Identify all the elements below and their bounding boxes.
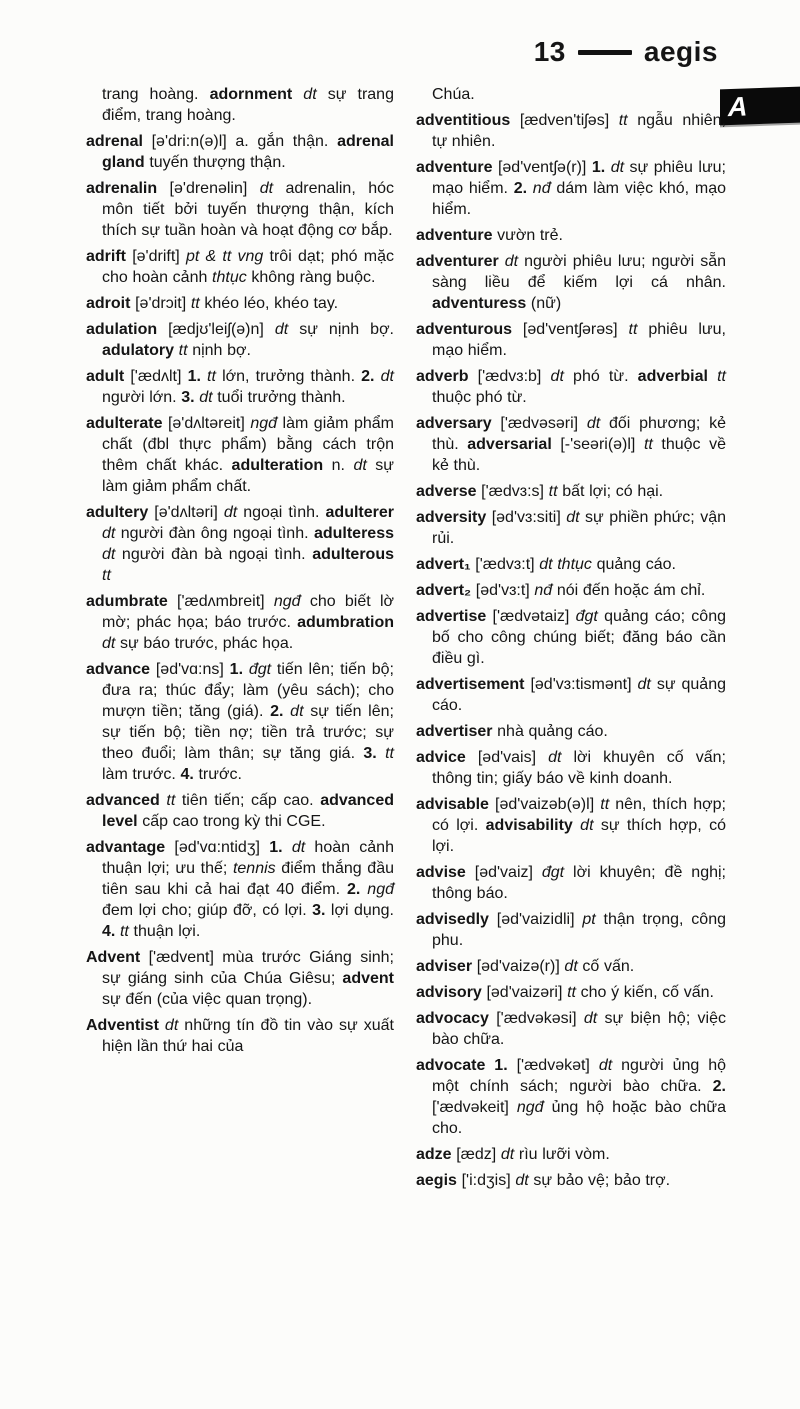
bold-text: advice: [416, 749, 466, 766]
bold-text: aegis: [416, 1172, 457, 1189]
bold-text: advisedly: [416, 911, 489, 928]
dictionary-entry: adult ['ædʌlt] 1. tt lớn, trưởng thành. 2. dt người lớn. 3. dt tuổi trưởng thành.: [86, 368, 394, 406]
italic-text: dt: [194, 389, 213, 406]
dictionary-entry: advocate 1. ['ædvəkət] dt người ủng hộ một chính sách; người bào chữa. 2. ['ædvəkeit] ngđ ủng hộ hoặc bào chữa cho.: [416, 1057, 726, 1137]
bold-text: 2.: [270, 703, 284, 720]
bold-text: adulterer: [325, 504, 394, 521]
italic-text: ngđ: [273, 593, 301, 610]
italic-text: tt: [159, 792, 176, 809]
italic-text: dt: [564, 958, 578, 975]
italic-text: ngđ: [360, 881, 394, 898]
bold-text: adversity: [416, 509, 487, 526]
dictionary-entry: adventurous [əd'ventʃərəs] tt phiêu lưu, mạo hiểm.: [416, 321, 726, 359]
italic-text: dt: [353, 457, 367, 474]
italic-text: pt & tt vng: [185, 248, 264, 265]
bold-text: advocate 1.: [416, 1057, 508, 1074]
dictionary-entry: advice [əd'vais] dt lời khuyên cố vấn; thông tin; giấy báo về kinh doanh.: [416, 749, 726, 787]
italic-text: tt: [376, 745, 394, 762]
italic-text: ngđ: [250, 415, 278, 432]
italic-text: dt: [637, 676, 651, 693]
bold-text: advertisement: [416, 676, 525, 693]
dictionary-columns: [86, 84, 726, 1196]
italic-text: nđ: [534, 582, 553, 599]
italic-text: dt: [158, 1017, 179, 1034]
dictionary-entry: adulation [ædjʊ'leiʃ(ə)n] dt sự nịnh bợ. adulatory tt nịnh bợ.: [86, 321, 395, 359]
italic-text: tt: [174, 342, 188, 359]
bold-text: advanced: [86, 792, 160, 809]
bold-text: adventitious: [416, 112, 511, 129]
bold-text: 1.: [269, 839, 283, 856]
italic-text: tt: [618, 112, 628, 129]
dictionary-entry: advisable [əd'vaizəb(ə)l] tt nên, thích hợp; có lợi. advisability dt sự thích hợp, có lợi.: [416, 796, 726, 855]
italic-text: dt: [292, 86, 317, 103]
bold-text: Adventist: [86, 1017, 159, 1034]
italic-text: dt: [102, 546, 116, 563]
dictionary-entry: adverse ['ædvɜ:s] tt bất lợi; có hại.: [416, 483, 664, 500]
italic-text: dt: [102, 635, 116, 652]
italic-text: đgt: [243, 661, 272, 678]
italic-text: dt: [586, 415, 601, 432]
italic-text: tt: [600, 796, 610, 813]
bold-text: Advent: [86, 949, 141, 966]
dictionary-entry: advantage [əd'vɑ:ntidʒ] 1. dt hoàn cảnh thuận lợi; ưu thế; tennis điểm thắng đầu tiên sau khi cả hai đạt 40 điểm. 2. ngđ đem lợi cho; giúp đỡ, có lợi. 3. lợi dụng. 4. tt thuận lợi.: [86, 839, 394, 940]
italic-text: ngđ: [516, 1099, 544, 1116]
dictionary-entry: advert₁ ['ædvɜ:t] dt thtục quảng cáo.: [416, 556, 676, 573]
italic-text: dt: [283, 703, 304, 720]
bold-text: adulteration: [231, 457, 324, 474]
dictionary-entry: advert₂ [əd'vɜ:t] nđ nói đến hoặc ám chỉ.: [416, 582, 706, 599]
dictionary-entry: Advent ['ædvent] mùa trước Giáng sinh; sự giáng sinh của Chúa Giêsu; advent sự đến (của việc quan trọng).: [86, 949, 394, 1008]
dictionary-entry: adze [ædz] dt rìu lưỡi vòm.: [416, 1146, 610, 1163]
italic-text: dt: [498, 253, 519, 270]
italic-text: nđ: [527, 180, 551, 197]
bold-text: adverb: [416, 368, 469, 385]
bold-text: adultery: [86, 504, 149, 521]
page-number: 13: [533, 36, 566, 67]
right-column: [416, 84, 726, 1196]
bold-text: advantage: [86, 839, 166, 856]
italic-text: dt thtục: [539, 556, 592, 573]
bold-text: adventurer: [416, 253, 499, 270]
italic-text: đgt: [575, 608, 598, 625]
dictionary-entry: advise [əd'vaiz] đgt lời khuyên; đề nghị; thông báo.: [416, 864, 726, 902]
bold-text: adventuress: [432, 295, 527, 312]
italic-text: tt: [190, 295, 200, 312]
bold-text: advisory: [416, 984, 482, 1001]
italic-text: dt: [548, 749, 562, 766]
dictionary-entry: advocacy ['ædvəkəsi] dt sự biện hộ; việc bào chữa.: [416, 1010, 726, 1048]
bold-text: adviser: [416, 958, 473, 975]
dictionary-entry: adversity [əd'vɜ:siti] dt sự phiền phức; vận rủi.: [416, 509, 726, 547]
italic-text: tt: [102, 567, 111, 584]
page-header: [534, 36, 718, 68]
bold-text: 3.: [181, 389, 195, 406]
italic-text: tt: [115, 923, 129, 940]
italic-text: dt: [282, 839, 306, 856]
bold-text: 2.: [513, 180, 528, 197]
dictionary-entry: adrenal [ə'dri:n(ə)l] a. gắn thận. adrenal gland tuyến thượng thận.: [86, 133, 394, 171]
italic-text: dt: [102, 525, 116, 542]
bold-text: 4.: [180, 766, 194, 783]
bold-text: advent: [342, 970, 394, 987]
italic-text: thtục: [212, 269, 247, 286]
italic-text: dt: [566, 509, 580, 526]
bold-text: adventure: [416, 227, 493, 244]
italic-text: dt: [572, 817, 594, 834]
bold-text: adornment: [209, 86, 293, 103]
bold-text: adult: [86, 368, 125, 385]
bold-text: advertise: [416, 608, 487, 625]
left-column: [86, 84, 394, 1196]
bold-text: adumbration: [297, 614, 394, 631]
bold-text: adversarial: [467, 436, 552, 453]
dictionary-entry: adrift [ə'drift] pt & tt vng trôi dạt; phó mặc cho hoàn cảnh thtục không ràng buộc.: [86, 248, 395, 286]
dictionary-entry: adulterate [ə'dʌltəreit] ngđ làm giảm phẩm chất (đbl thực phẩm) bằng cách trộn thêm chất khác. adulteration n. dt sự làm giảm phẩm chất.: [86, 415, 395, 495]
thumb-tab-letter: A: [728, 91, 748, 123]
italic-text: tt: [707, 368, 726, 385]
bold-text: adulation: [86, 321, 158, 338]
bold-text: advert₁: [416, 556, 471, 573]
italic-text: tt: [643, 436, 653, 453]
italic-text: dt: [598, 1057, 613, 1074]
entry-continuation: trang hoàng. adornment dt sự trang điểm, trang hoàng.: [102, 86, 394, 124]
italic-text: dt: [550, 368, 564, 385]
dictionary-entry: advisedly [əd'vaizidli] pt thận trọng, công phu.: [416, 911, 726, 949]
dictionary-entry: advertisement [əd'vɜ:tismənt] dt sự quảng cáo.: [416, 676, 727, 714]
italic-text: dt: [259, 180, 274, 197]
bold-text: advanced level: [102, 792, 394, 830]
bold-text: adrenalin: [86, 180, 158, 197]
header-headword: aegis: [643, 36, 718, 67]
bold-text: 2.: [361, 368, 375, 385]
italic-text: dt: [274, 321, 289, 338]
dictionary-entry: advertiser nhà quảng cáo.: [416, 723, 608, 740]
italic-text: dt: [583, 1010, 598, 1027]
bold-text: 1.: [187, 368, 201, 385]
dictionary-entry: adultery [ə'dʌltəri] dt ngoại tình. adulterer dt người đàn ông ngoại tình. adulteress dt người đàn bà ngoại tình. adulterous tt: [86, 504, 394, 584]
bold-text: adversary: [416, 415, 492, 432]
italic-text: dt: [605, 159, 625, 176]
bold-text: 1.: [591, 159, 606, 176]
italic-text: tt: [567, 984, 576, 1001]
bold-text: advocacy: [416, 1010, 489, 1027]
bold-text: adulterate: [86, 415, 163, 432]
bold-text: advert₂: [416, 582, 472, 599]
italic-text: tt: [628, 321, 638, 338]
bold-text: adverse: [416, 483, 477, 500]
dictionary-entry: adventure [əd'ventʃə(r)] 1. dt sự phiêu lưu; mạo hiểm. 2. nđ dám làm việc khó, mạo hiểm.: [416, 159, 726, 218]
italic-text: đgt: [541, 864, 565, 881]
entry-continuation: Chúa.: [432, 86, 475, 103]
dictionary-entry: aegis ['i:dʒis] dt sự bảo vệ; bảo trợ.: [416, 1172, 671, 1189]
dictionary-entry: adventitious [ædven'tiʃəs] tt ngẫu nhiên, tự nhiên.: [416, 112, 726, 150]
dictionary-entry: adumbrate ['ædʌmbreit] ngđ cho biết lờ mờ; phác họa; báo trước. adumbration dt sự báo trước, phác họa.: [86, 593, 394, 652]
bold-text: adrenal gland: [102, 133, 394, 171]
bold-text: 2.: [712, 1078, 726, 1095]
bold-text: 3.: [312, 902, 326, 919]
bold-text: adroit: [86, 295, 131, 312]
bold-text: adumbrate: [86, 593, 168, 610]
italic-text: dt: [515, 1172, 529, 1189]
dictionary-entry: adversary ['ædvəsəri] dt đối phương; kẻ thù. adversarial [-'seəri(ə)l] tt thuộc về kẻ thù.: [416, 415, 726, 474]
bold-text: adrift: [86, 248, 126, 265]
bold-text: 4.: [102, 923, 116, 940]
italic-text: dt: [223, 504, 238, 521]
bold-text: adrenal: [86, 133, 143, 150]
bold-text: advisability: [485, 817, 573, 834]
bold-text: 2.: [347, 881, 361, 898]
dictionary-entry: Adventist dt những tín đồ tin vào sự xuất hiện lần thứ hai của: [86, 1017, 394, 1055]
dictionary-entry: advisory [əd'vaizəri] tt cho ý kiến, cố vấn.: [416, 984, 714, 1001]
header-rule: [578, 50, 632, 55]
bold-text: advertiser: [416, 723, 493, 740]
thumb-tab-a: [720, 87, 800, 126]
bold-text: advise: [416, 864, 466, 881]
dictionary-entry: advance [əd'vɑ:ns] 1. đgt tiến lên; tiến bộ; đưa ra; thúc đẩy; làm (yêu sách); cho mượn tiền; tăng (giá). 2. dt sự tiến lên; sự tiến bộ; tiền nợ; tiền trả trước; sự theo đuổi; làm thân; sự tăng giá. 3. tt làm trước. 4. trước.: [86, 661, 394, 783]
bold-text: adventurous: [416, 321, 513, 338]
dictionary-entry: adrenalin [ə'drenəlin] dt adrenalin, hóc môn tiết bởi tuyến thượng thận, kích thích sự tuần hoàn và hoạt động cơ bắp.: [86, 180, 394, 239]
bold-text: advisable: [416, 796, 489, 813]
dictionary-entry: advertise ['ædvətaiz] đgt quảng cáo; công bố cho công chúng biết; đăng báo cần điều gì.: [416, 608, 726, 667]
italic-text: pt: [582, 911, 596, 928]
bold-text: 1.: [229, 661, 244, 678]
bold-text: adulteress: [313, 525, 394, 542]
dictionary-entry: adviser [əd'vaizə(r)] dt cố vấn.: [416, 958, 635, 975]
italic-text: dt: [374, 368, 394, 385]
dictionary-entry: adverb ['ædvɜ:b] dt phó từ. adverbial tt thuộc phó từ.: [416, 368, 726, 406]
bold-text: adventure: [416, 159, 493, 176]
dictionary-entry: adventurer dt người phiêu lưu; người sẵn sàng liều để kiếm lợi cá nhân. adventuress (nữ): [416, 253, 726, 312]
dictionary-entry: advanced tt tiên tiến; cấp cao. advanced level cấp cao trong kỳ thi CGE.: [86, 792, 394, 830]
italic-text: dt: [500, 1146, 515, 1163]
dictionary-entry: adroit [ə'drɔit] tt khéo léo, khéo tay.: [86, 295, 339, 312]
italic-text: tt: [548, 483, 558, 500]
bold-text: adverbial: [637, 368, 708, 385]
bold-text: 3.: [363, 745, 377, 762]
dictionary-entry: adventure vườn trẻ.: [416, 227, 563, 244]
bold-text: advance: [86, 661, 151, 678]
italic-text: tennis: [232, 860, 276, 877]
italic-text: tt: [200, 368, 216, 385]
bold-text: adze: [416, 1146, 452, 1163]
bold-text: adulatory: [102, 342, 175, 359]
bold-text: adulterous: [312, 546, 394, 563]
